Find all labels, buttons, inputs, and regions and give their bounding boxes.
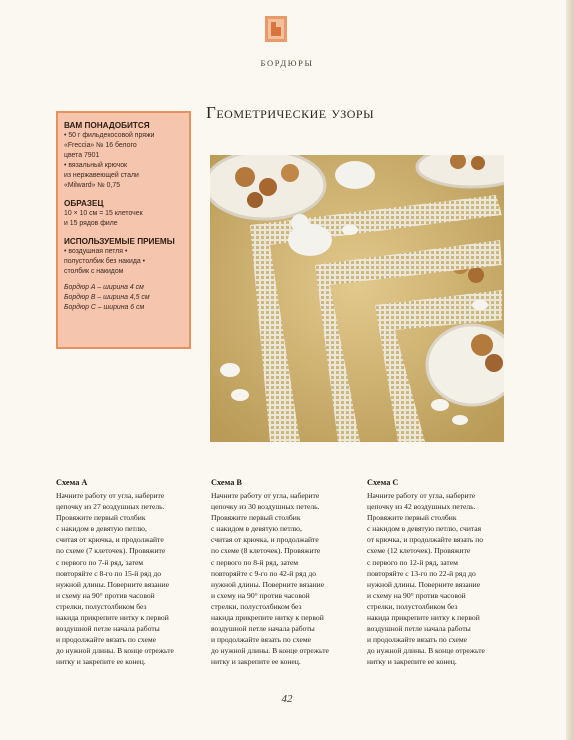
book-logo-icon (265, 16, 287, 42)
materials-line: «Milward» № 0,75 (64, 182, 121, 189)
scheme-a-title: Схема A (56, 478, 88, 487)
materials-line: • вязальный крючок (64, 162, 128, 169)
section-header: БОРДЮРЫ (260, 58, 314, 68)
scheme-c-title: Схема C (367, 478, 399, 487)
scheme-c (367, 478, 507, 668)
sample-line: и 15 рядов филе (64, 220, 118, 227)
materials-line: «Freccia» № 16 белого (64, 142, 137, 149)
border-width-b: Бордюр В – ширина 4,5 см (64, 294, 150, 301)
sample-heading: ОБРАЗЕЦ (64, 199, 104, 208)
techniques-line: столбик с накидом (64, 268, 124, 275)
materials-heading: ВАМ ПОНАДОБИТСЯ (64, 121, 150, 130)
materials-list (64, 131, 183, 191)
page-title: Геометрические узоры (206, 103, 375, 122)
techniques-line: полустолбик без накида • (64, 258, 146, 265)
techniques-line: • воздушная петля • (64, 248, 128, 255)
techniques-heading: ИСПОЛЬЗУЕМЫЕ ПРИЕМЫ (64, 237, 175, 246)
scheme-a (56, 478, 196, 668)
materials-line: из нержавеющей стали (64, 172, 139, 179)
crochet-borders-photo (210, 155, 504, 442)
border-width-a: Бордюр А – ширина 4 см (64, 284, 144, 291)
scheme-c-text: Начните работу от угла, наберите цепочку из 42 воздушных петель. Провяжите первый столбик с накидом в девятую петлю, считая от крючка, и продолжайте вязать по схеме (12 клеточек). Провяжите с первого по 12-й ряд, затем повторяйте с 13-го по 22-й ряд до нужной длины. Поверните вязание и схему на 90° против часовой стрелки, полустолбиком без накида прикрепите нитку к первой воздушной петле начала работы и продолжайте вязать по схеме до нужной длины. В конце отрежьте нитку и закрепите ее конец. (367, 491, 485, 667)
page-number: 42 (281, 693, 293, 705)
materials-line: цвета 7901 (64, 152, 100, 159)
page-edge (566, 0, 574, 740)
materials-box (56, 111, 191, 349)
scheme-b-text: Начните работу от угла, наберите цепочку из 30 воздушных петель. Провяжите первый столбик с накидом в девятую петлю, считая от крючка, и продолжайте по схеме (8 клеточек). Провяжите с первого по 8-й ряд, затем повторяйте с 9-го по 42-й ряд до нужной длины. Поверните вязание и схему на 90° против часовой стрелки, полустолбиком без накида прикрепите нитку к первой воздушной петле начала работы и продолжайте вязать по схеме до нужной длины. В конце отрежьте нитку и закрепите ее конец. (211, 491, 329, 667)
scheme-b (211, 478, 351, 668)
border-width-c: Бордюр С – ширина 6 см (64, 304, 145, 311)
scheme-b-title: Схема B (211, 478, 242, 487)
materials-line: • 50 г фильдекосовой пряжи (64, 132, 155, 139)
sample-line: 10 × 10 см = 15 клеточек (64, 210, 143, 217)
scheme-a-text: Начните работу от угла, наберите цепочку из 27 воздушных петель. Провяжите первый столбик с накидом в девятую петлю, считая от крючка, и продолжайте по схеме (7 клеточек). Провяжите с первого по 7-й ряд, затем повторяйте с 8-го по 15-й ряд до нужной длины. Поверните вязание и схему на 90° против часовой стрелки, полустолбиком без накида прикрепите нитку к первой воздушной петле начала работы и продолжайте вязать по схеме до нужной длины. В конце отрежьте нитку и закрепите ее конец. (56, 491, 174, 667)
